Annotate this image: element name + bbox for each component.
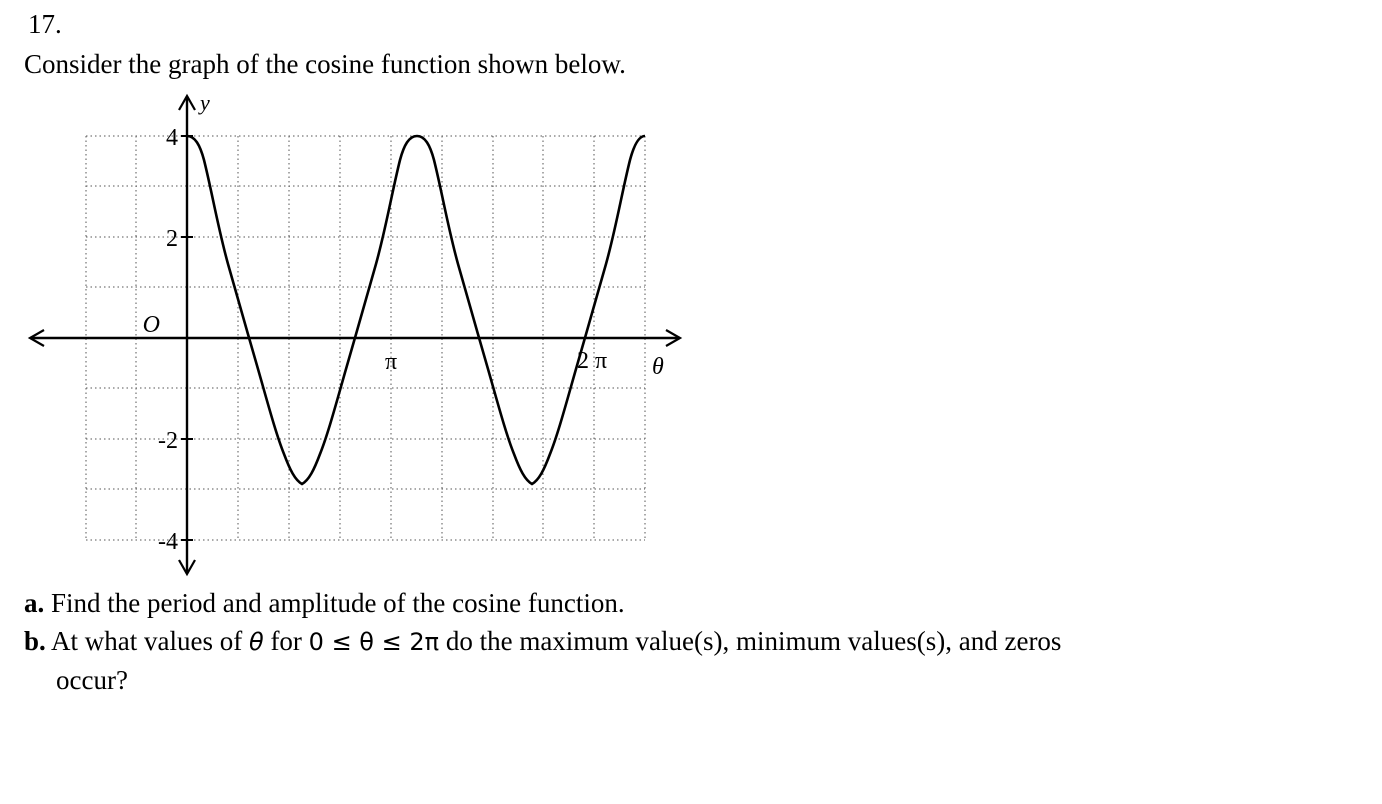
y-axis-label: y	[200, 90, 210, 115]
origin-label: O	[142, 312, 160, 338]
cosine-curve	[187, 136, 645, 484]
y-tick-label-neg2: -2	[158, 428, 178, 454]
part-b-theta-var: θ	[249, 628, 264, 656]
part-b-inequality: 0 ≤ θ ≤ 2π	[308, 628, 440, 656]
y-tick-label-4: 4	[166, 125, 178, 151]
x-tick-label-2pi: 2 π	[576, 348, 608, 374]
part-b-line	[24, 622, 1364, 661]
part-a-line	[24, 584, 1364, 622]
y-tick-label-2: 2	[166, 226, 178, 252]
y-tick-label-neg4: -4	[158, 529, 178, 555]
x-tick-label-pi: π	[384, 349, 398, 375]
question-parts	[24, 584, 1364, 699]
part-b-text-after: do the maximum value(s), minimum values(s), and zeros	[445, 626, 1062, 656]
part-a-text: Find the period and amplitude of the cosine function.	[51, 588, 625, 618]
x-axis-label: θ	[652, 354, 664, 380]
part-b-text-before: At what values of	[51, 626, 243, 656]
question-number: 17.	[28, 9, 62, 39]
cosine-graph-svg	[0, 84, 720, 584]
part-b-wrap-line: occur?	[56, 665, 128, 695]
cosine-graph-figure	[0, 84, 720, 584]
part-a-label: a.	[24, 588, 45, 618]
part-b-text-mid: for	[270, 626, 302, 656]
question-prompt: Consider the graph of the cosine function shown below.	[24, 49, 626, 79]
part-b-label: b.	[24, 626, 46, 656]
